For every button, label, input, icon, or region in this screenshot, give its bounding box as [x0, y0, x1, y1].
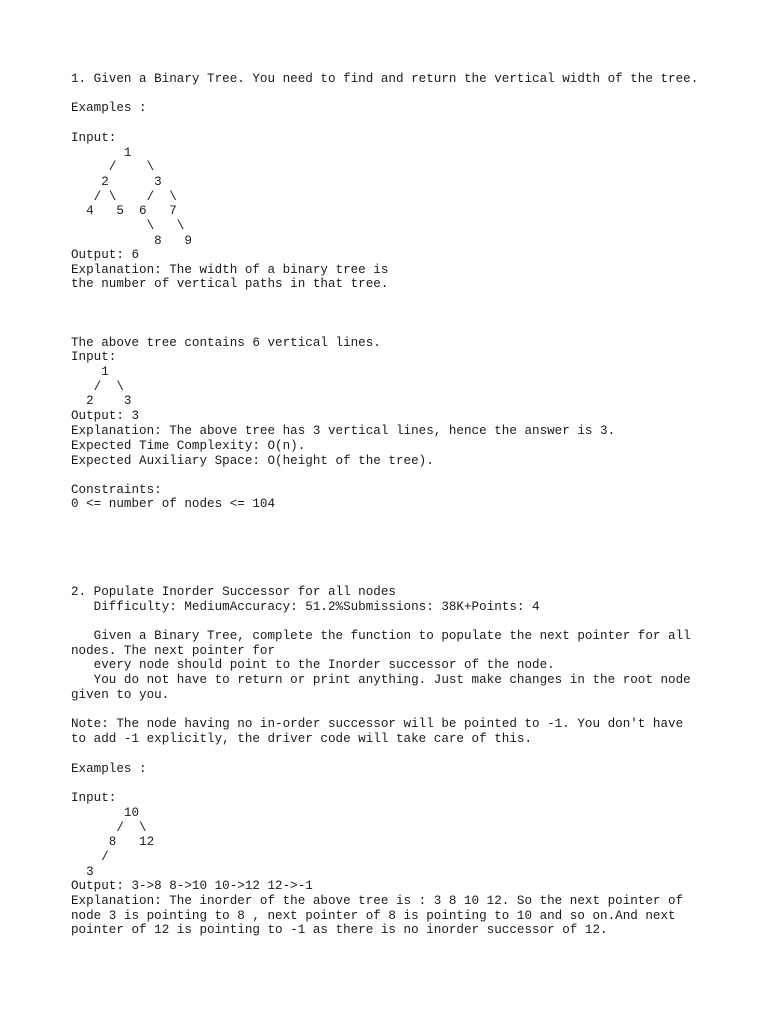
tree-line: 3 [71, 865, 94, 879]
tree-line: 1 [71, 146, 132, 160]
section2-meta: Difficulty: MediumAccuracy: 51.2%Submissions: 38K+Points: 4 [71, 600, 540, 614]
tree-line: 2 3 [71, 394, 132, 408]
section2-title: 2. Populate Inorder Successor for all nodes [71, 585, 396, 599]
section1-title: 1. Given a Binary Tree. You need to find and return the vertical width of the tree. [71, 72, 699, 86]
constraints-label: Constraints: [71, 483, 162, 497]
tree-line: / \ [71, 160, 155, 174]
tree-line: \ \ [71, 219, 185, 233]
section2-examples-label: Examples : [71, 762, 147, 776]
tree-line: / \ [71, 380, 124, 394]
description-line: every node should point to the Inorder successor of the node. [71, 658, 555, 672]
tree-line: / [71, 850, 109, 864]
constraints-text: 0 <= number of nodes <= 104 [71, 497, 276, 511]
complexity-line: Expected Time Complexity: O(n). [71, 439, 306, 453]
tree-line: 1 [71, 365, 109, 379]
description-line: You do not have to return or print anything. Just make changes in the root node [71, 673, 691, 687]
explanation-line: Explanation: The width of a binary tree is [71, 263, 389, 277]
section2-example1-input-label: Input: [71, 791, 117, 805]
tree-line: / \ [71, 821, 147, 835]
note-line: to add -1 explicitly, the driver code will take care of this. [71, 732, 533, 746]
explanation-line: the number of vertical paths in that tree. [71, 277, 389, 291]
description-line: Given a Binary Tree, complete the function to populate the next pointer for all [71, 629, 691, 643]
tree-line: 2 3 [71, 175, 162, 189]
section1-note: The above tree contains 6 vertical lines. [71, 336, 381, 350]
tree-line: / \ / \ [71, 190, 177, 204]
tree-line: 8 9 [71, 234, 192, 248]
tree-line: 4 5 6 7 [71, 204, 177, 218]
section2-example1-output: Output: 3->8 8->10 10->12 12->-1 [71, 879, 313, 893]
explanation-line: pointer of 12 is pointing to -1 as there is no inorder successor of 12. [71, 923, 608, 937]
section1-examples-label: Examples : [71, 101, 147, 115]
description-line: given to you. [71, 688, 170, 702]
note-line: Note: The node having no in-order successor will be pointed to -1. You don't have [71, 717, 684, 731]
section1-example2-output: Output: 3 [71, 409, 140, 423]
explanation-line: node 3 is pointing to 8 , next pointer of 8 is pointing to 10 and so on.And next [71, 909, 676, 923]
complexity-line: Expected Auxiliary Space: O(height of the tree). [71, 454, 434, 468]
section1-example1-output: Output: 6 [71, 248, 140, 262]
description-line: nodes. The next pointer for [71, 644, 276, 658]
section1-example1-input-label: Input: [71, 131, 117, 145]
section1-example2-input-label: Input: [71, 350, 117, 364]
explanation-line: Explanation: The inorder of the above tree is : 3 8 10 12. So the next pointer of [71, 894, 684, 908]
tree-line: 10 [71, 806, 140, 820]
explanation-line: Explanation: The above tree has 3 vertical lines, hence the answer is 3. [71, 424, 616, 438]
tree-line: 8 12 [71, 835, 155, 849]
